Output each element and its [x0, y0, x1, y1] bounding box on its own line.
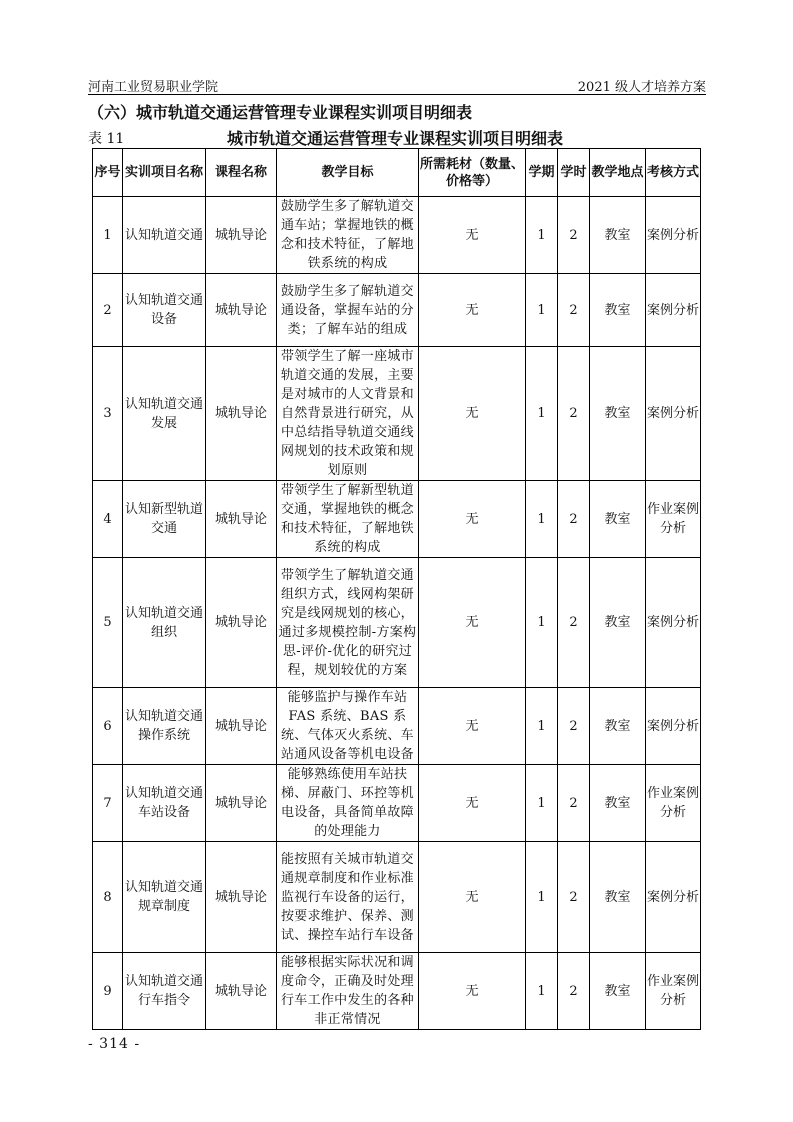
row-assess: 案例分析 — [646, 274, 701, 347]
table-row — [93, 842, 701, 953]
row-course: 城轨导论 — [206, 481, 277, 558]
row-assess: 案例分析 — [646, 688, 701, 765]
row-term: 1 — [526, 842, 558, 953]
row-assess: 作业案例分析 — [646, 481, 701, 558]
row-goal: 能够监护与操作车站FAS 系统、BAS 系统、气体灭火系统、车站通风设备等机电设备 — [277, 688, 419, 765]
col-header-goal-text: 教学目标 — [321, 165, 374, 180]
col-header-no — [93, 149, 123, 197]
table-row — [93, 347, 701, 481]
row-place: 教室 — [590, 842, 646, 953]
row-goal: 能按照有关城市轨道交通规章制度和作业标准监视行车设备的运行，按要求维护、保养、测试、操控车站行车设备 — [277, 842, 419, 953]
row-item-name: 认知轨道交通规章制度 — [123, 842, 206, 953]
row-course: 城轨导论 — [206, 765, 277, 842]
table-row — [93, 953, 701, 1030]
row-materials: 无 — [419, 347, 526, 481]
col-header-goal — [277, 149, 419, 197]
table-row — [93, 481, 701, 558]
row-assess: 案例分析 — [646, 347, 701, 481]
row-materials: 无 — [419, 842, 526, 953]
col-header-course-text: 课程名称 — [214, 165, 267, 180]
table-row — [93, 688, 701, 765]
row-term: 1 — [526, 688, 558, 765]
row-term: 1 — [526, 558, 558, 688]
col-header-place-text: 教学地点 — [591, 165, 644, 180]
row-hours: 2 — [558, 274, 590, 347]
row-goal: 能够熟练使用车站扶梯、屏蔽门、环控等机电设备，具备简单故障的处理能力 — [277, 765, 419, 842]
row-hours: 2 — [558, 481, 590, 558]
row-term: 1 — [526, 274, 558, 347]
row-materials: 无 — [419, 197, 526, 274]
row-item-name: 认知轨道交通发展 — [123, 347, 206, 481]
table-row — [93, 558, 701, 688]
col-header-no-text: 序号 — [94, 165, 121, 180]
row-goal: 带领学生了解一座城市轨道交通的发展，主要是对城市的人文背景和自然背景进行研究，从中总结指导轨道交通线网规划的技术政策和规划原则 — [277, 347, 419, 481]
row-no: 3 — [93, 347, 123, 481]
col-header-materials — [419, 149, 526, 197]
row-goal: 带领学生了解轨道交通组织方式，线网构架研究是线网规划的核心，通过多规模控制-方案构思-评价-优化的研究过程，规划较优的方案 — [277, 558, 419, 688]
row-assess: 案例分析 — [646, 558, 701, 688]
col-header-materials-text: 所需耗材（数量、价格等） — [419, 156, 524, 189]
col-header-assess-text: 考核方式 — [646, 165, 699, 180]
row-hours: 2 — [558, 347, 590, 481]
header-school-name: 河南工业贸易职业学院 — [88, 80, 219, 95]
table-row — [93, 197, 701, 274]
row-item-name: 认知轨道交通设备 — [123, 274, 206, 347]
row-materials: 无 — [419, 953, 526, 1030]
row-item-name: 认知轨道交通车站设备 — [123, 765, 206, 842]
row-course: 城轨导论 — [206, 558, 277, 688]
section-heading: （六）城市轨道交通运营管理专业课程实训项目明细表 — [88, 103, 473, 122]
row-item-name: 认知轨道交通行车指令 — [123, 953, 206, 1030]
row-goal: 带领学生了解新型轨道交通，掌握地铁的概念和技术特征，了解地铁系统的构成 — [277, 481, 419, 558]
col-header-hours-text: 学时 — [560, 165, 587, 180]
row-no: 1 — [93, 197, 123, 274]
row-course: 城轨导论 — [206, 953, 277, 1030]
table-title: 城市轨道交通运营管理专业课程实训项目明细表 — [227, 129, 564, 148]
row-item-name: 认知轨道交通 — [123, 197, 206, 274]
row-place: 教室 — [590, 765, 646, 842]
row-term: 1 — [526, 197, 558, 274]
row-no: 5 — [93, 558, 123, 688]
row-assess: 案例分析 — [646, 197, 701, 274]
col-header-term — [526, 149, 558, 197]
row-hours: 2 — [558, 842, 590, 953]
row-place: 教室 — [590, 481, 646, 558]
row-place: 教室 — [590, 347, 646, 481]
training-items-table — [92, 148, 701, 1030]
row-goal: 鼓励学生多了解轨道交通车站；掌握地铁的概念和技术特征，了解地铁系统的构成 — [277, 197, 419, 274]
col-header-item-text: 实训项目名称 — [124, 165, 203, 180]
row-term: 1 — [526, 953, 558, 1030]
row-no: 7 — [93, 765, 123, 842]
table-row — [93, 765, 701, 842]
row-no: 4 — [93, 481, 123, 558]
header-divider — [88, 94, 706, 95]
row-assess: 案例分析 — [646, 842, 701, 953]
table-number-label: 表 11 — [88, 131, 125, 147]
row-course: 城轨导论 — [206, 842, 277, 953]
row-materials: 无 — [419, 765, 526, 842]
row-item-name: 认知轨道交通组织 — [123, 558, 206, 688]
row-no: 2 — [93, 274, 123, 347]
row-term: 1 — [526, 481, 558, 558]
row-course: 城轨导论 — [206, 197, 277, 274]
row-assess: 作业案例分析 — [646, 953, 701, 1030]
row-term: 1 — [526, 347, 558, 481]
row-materials: 无 — [419, 481, 526, 558]
row-item-name: 认知新型轨道交通 — [123, 481, 206, 558]
row-materials: 无 — [419, 558, 526, 688]
row-place: 教室 — [590, 688, 646, 765]
header-document-title: 2021 级人才培养方案 — [577, 80, 706, 95]
row-no: 8 — [93, 842, 123, 953]
row-place: 教室 — [590, 558, 646, 688]
row-hours: 2 — [558, 688, 590, 765]
row-materials: 无 — [419, 688, 526, 765]
row-place: 教室 — [590, 274, 646, 347]
row-no: 6 — [93, 688, 123, 765]
table-header-row — [93, 149, 701, 197]
page-number: - 314 - — [88, 1036, 141, 1052]
col-header-term-text: 学期 — [528, 165, 555, 180]
row-place: 教室 — [590, 953, 646, 1030]
row-hours: 2 — [558, 765, 590, 842]
row-term: 1 — [526, 765, 558, 842]
row-course: 城轨导论 — [206, 274, 277, 347]
row-goal: 鼓励学生多了解轨道交通设备，掌握车站的分类；了解车站的组成 — [277, 274, 419, 347]
row-no: 9 — [93, 953, 123, 1030]
col-header-item — [123, 149, 206, 197]
row-goal: 能够根据实际状况和调度命令，正确及时处理行车工作中发生的各种非正常情况 — [277, 953, 419, 1030]
col-header-hours — [558, 149, 590, 197]
row-hours: 2 — [558, 197, 590, 274]
row-hours: 2 — [558, 953, 590, 1030]
table-row — [93, 274, 701, 347]
row-place: 教室 — [590, 197, 646, 274]
col-header-assess — [646, 149, 701, 197]
row-course: 城轨导论 — [206, 347, 277, 481]
row-assess: 作业案例分析 — [646, 765, 701, 842]
col-header-place — [590, 149, 646, 197]
row-course: 城轨导论 — [206, 688, 277, 765]
row-item-name: 认知轨道交通操作系统 — [123, 688, 206, 765]
row-hours: 2 — [558, 558, 590, 688]
row-materials: 无 — [419, 274, 526, 347]
col-header-course — [206, 149, 277, 197]
